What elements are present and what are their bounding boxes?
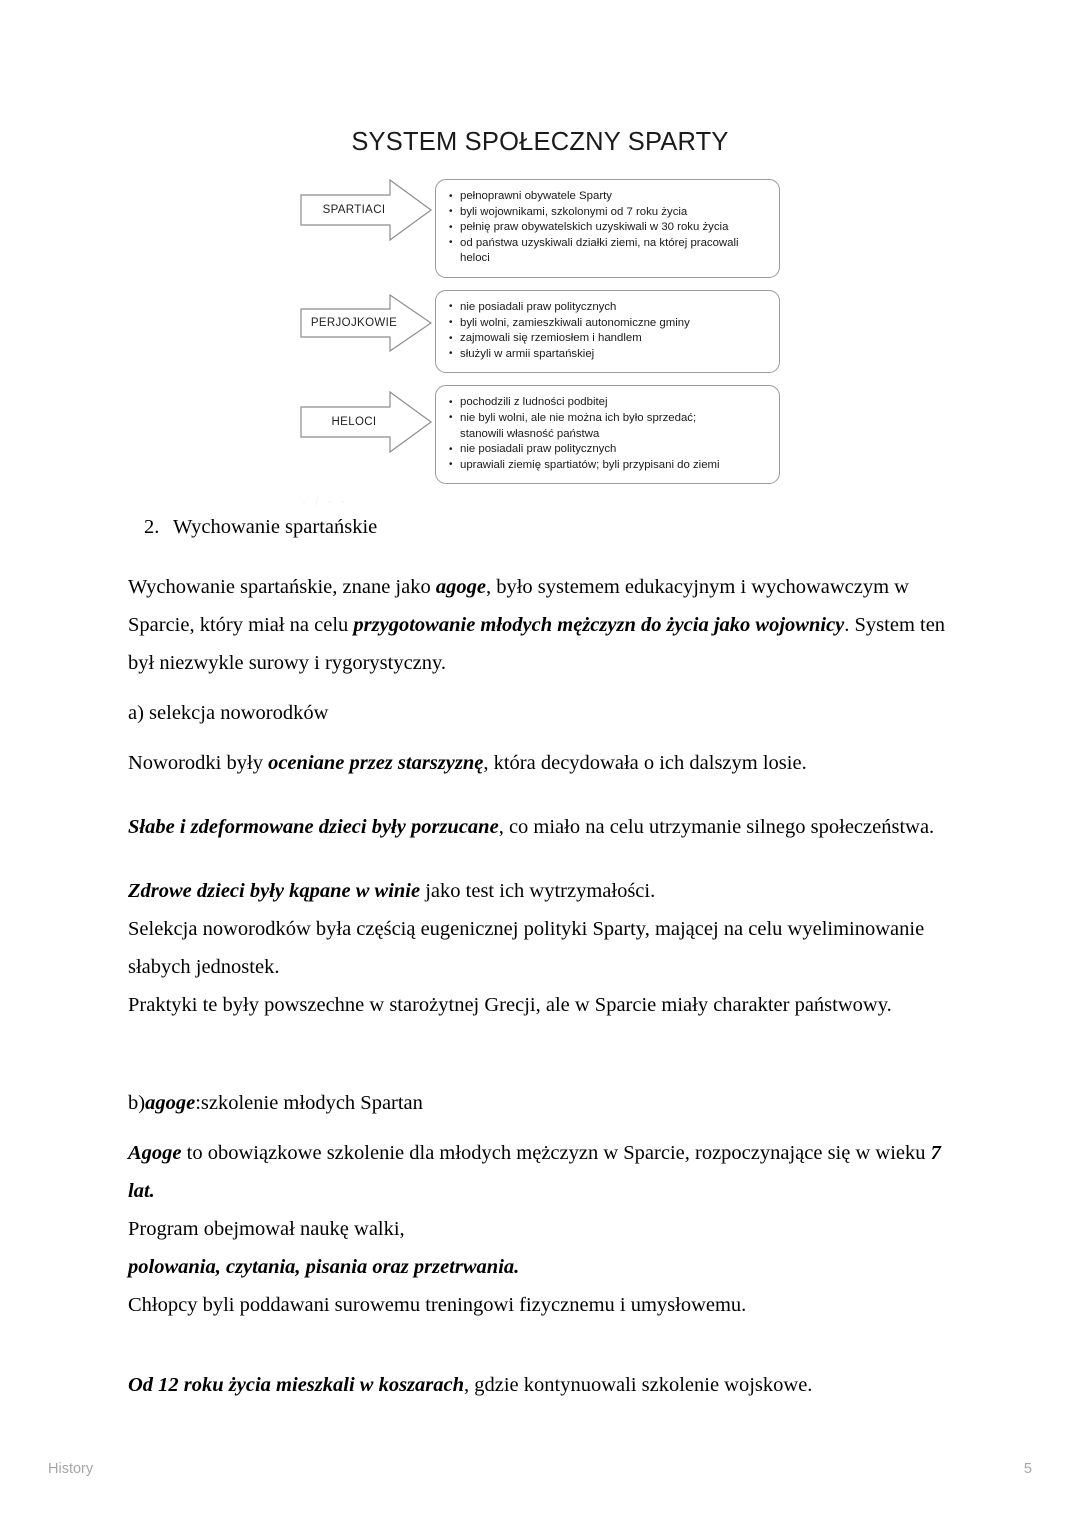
text-run: . System ten był niezwykle surowy i rygorystyczny.	[128, 614, 946, 674]
list-item: • zajmowali się rzemiosłem i handlem	[449, 331, 767, 347]
paragraph-greek-practice: Praktyki te były powszechne w starożytnej Grecji, ale w Sparcie miały charakter państwowy.	[128, 994, 892, 1016]
figure-title: SYSTEM SPOŁECZNY SPARTY	[351, 128, 729, 156]
bullet-list	[449, 300, 767, 362]
subheading-a: a) selekcja noworodków	[128, 702, 329, 724]
text-run: , gdzie kontynuowali szkolenie wojskowe.	[464, 1374, 813, 1396]
emphasis-assessed-by-elders: oceniane przez starszyznę	[268, 752, 484, 774]
emphasis-agoge-heading: agoge	[145, 1092, 196, 1114]
arrow-cell	[300, 290, 435, 352]
arrow-label: PERJOJKOWIE	[310, 316, 398, 329]
bullet-list	[449, 189, 767, 267]
list-item: • pochodzili z ludności podbitej	[449, 395, 767, 411]
emphasis-agoge-term: Agoge	[128, 1142, 182, 1164]
list-item: • byli wolni, zamieszkiwali autonomiczne gminy	[449, 316, 767, 332]
text-run: , było systemem edukacyjnym i wychowawczym w Sparcie, który miał na celu	[128, 576, 909, 636]
text-run: :szkolenie młodych Spartan	[195, 1092, 423, 1114]
list-item: • uprawiali ziemię spartiatów; byli przypisani do ziemi	[449, 458, 767, 474]
subheading-b	[128, 1084, 952, 1122]
arrow-label: SPARTIACI	[322, 204, 386, 216]
bullet-list	[449, 395, 767, 473]
list-item: • służyli w armii spartańskiej	[449, 347, 767, 363]
text-run: jako test ich wytrzymałości.	[420, 880, 656, 902]
paragraph-newborn-assessment	[128, 744, 952, 782]
right-arrow-icon	[300, 179, 432, 241]
paragraph-intro	[128, 568, 952, 682]
paragraph-subjects: polowania, czytania, pisania oraz przetrwania.	[128, 1256, 520, 1278]
text-run: Noworodki były	[128, 752, 269, 774]
page-footer	[0, 1461, 1080, 1485]
footer-subject: History	[48, 1461, 94, 1477]
emphasis-wine-bath: Zdrowe dzieci były kąpane w winie	[128, 880, 421, 902]
list-item: • nie posiadali praw politycznych	[449, 300, 767, 316]
page-title: Wychowanie spartańskie	[173, 516, 378, 538]
diagram-row-heloci	[300, 385, 780, 484]
info-box	[435, 179, 780, 278]
paragraph-agoge-definition	[128, 1134, 952, 1210]
list-item-continuation: heloci	[460, 252, 490, 265]
sparta-social-system-figure	[300, 128, 780, 508]
emphasis-goal: przygotowanie młodych mężczyzn do życia jako wojownicy	[353, 614, 845, 636]
figure-artifact-marks: - / - -	[302, 494, 349, 509]
info-box	[435, 385, 780, 484]
arrow-label: HELOCI	[331, 416, 377, 429]
list-number: 2.	[144, 516, 160, 538]
paragraph-training: Chłopcy byli poddawani surowemu treningowi fizycznemu i umysłowemu.	[128, 1294, 747, 1316]
arrow-cell	[300, 385, 435, 453]
paragraph-barracks	[128, 1366, 952, 1404]
list-item: • pełnię praw obywatelskich uzyskiwali w 30 roku życia	[449, 220, 767, 236]
emphasis-from-age-twelve: Od 12 roku życia mieszkali w koszarach	[128, 1374, 464, 1396]
paragraph-eugenics: Selekcja noworodków była częścią eugenicznej polityki Sparty, mającej na celu wyeliminowanie słabych jednostek.	[128, 918, 925, 978]
arrow-cell	[300, 179, 435, 241]
list-item: • nie byli wolni, ale nie można ich było sprzedać;	[449, 411, 767, 427]
list-item: • byli wojownikami, szkolonymi od 7 roku życia	[449, 205, 767, 221]
emphasis-weak-children: Słabe i zdeformowane dzieci były porzucane	[128, 816, 499, 838]
text-run: b)	[128, 1092, 146, 1114]
paragraph-program: Program obejmował naukę walki,	[128, 1218, 405, 1240]
section-heading-2	[128, 512, 952, 542]
emphasis-agoge: agoge	[435, 576, 486, 598]
text-run: , co miało na celu utrzymanie silnego społeczeństwa.	[498, 816, 935, 838]
list-item: • od państwa uzyskiwali działki ziemi, na której pracowali	[449, 236, 767, 252]
list-item: • pełnoprawni obywatele Sparty	[449, 189, 767, 205]
text-run: Wychowanie spartańskie, znane jako	[128, 576, 436, 598]
emphasis-age-seven: 7 lat.	[128, 1142, 941, 1202]
document-body	[128, 512, 952, 1404]
list-item-continuation: stanowili własność państwa	[460, 427, 600, 440]
right-arrow-icon	[300, 294, 432, 352]
right-arrow-icon	[300, 391, 432, 453]
text-run: to obowiązkowe szkolenie dla młodych mężczyzn w Sparcie, rozpoczynające się w wieku	[181, 1142, 931, 1164]
paragraph-abandoned-children	[128, 808, 952, 846]
diagram-row-perjojkowie	[300, 290, 780, 373]
list-item: • nie posiadali praw politycznych	[449, 442, 767, 458]
diagram-row-spartiaci	[300, 179, 780, 278]
info-box	[435, 290, 780, 373]
text-run: , która decydowała o ich dalszym losie.	[483, 752, 807, 774]
footer-page-number: 5	[1023, 1461, 1032, 1477]
paragraph-wine-bath	[128, 872, 952, 910]
